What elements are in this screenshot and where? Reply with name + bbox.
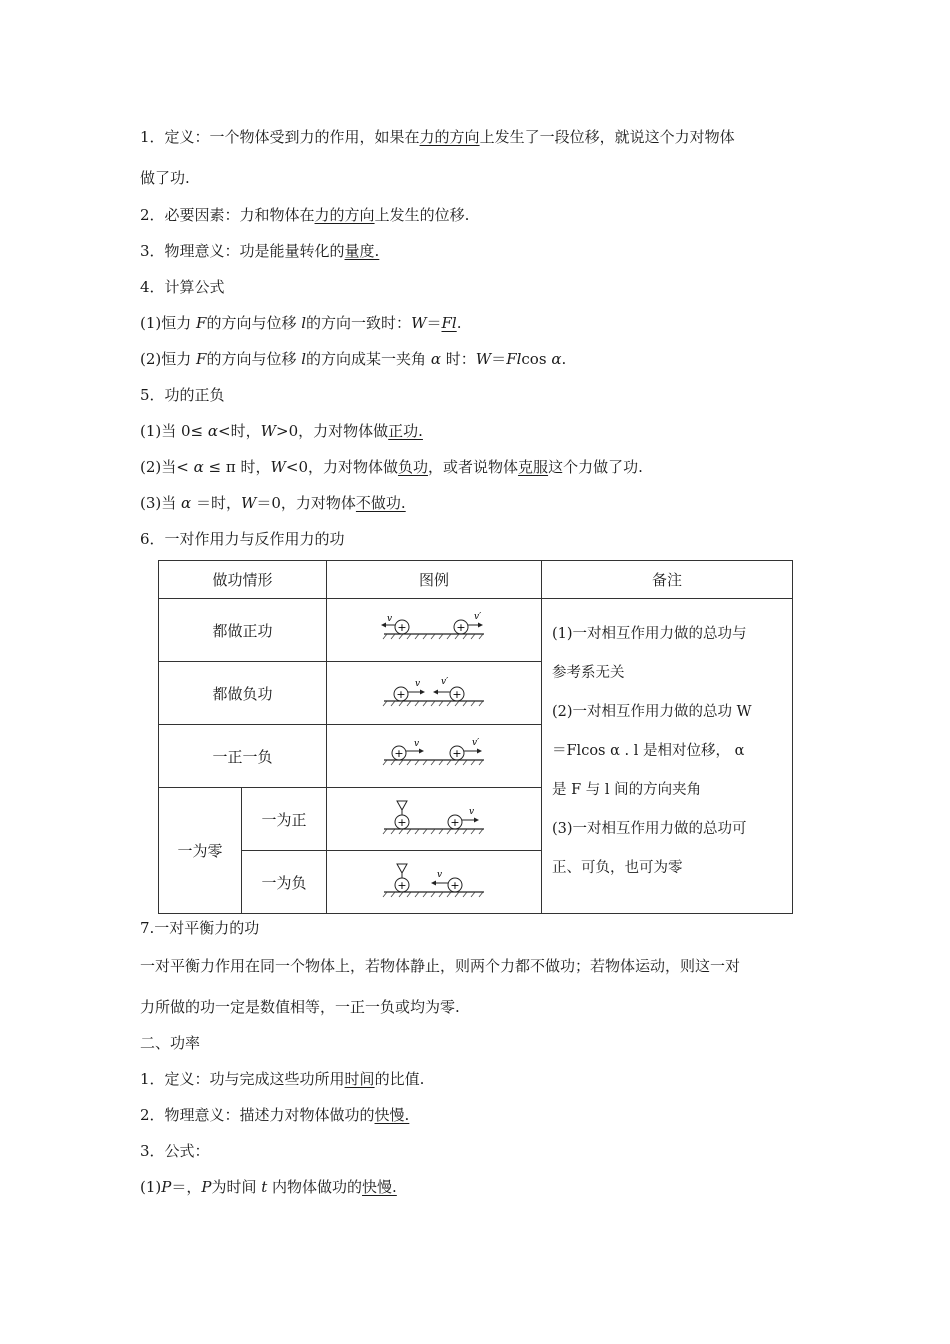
- remark-line: 是 F 与 l 间的方向夹角: [552, 782, 702, 798]
- formula-line-1: (1)恒力 F的方向与位移 l的方向一致时：W＝Fl.: [140, 314, 462, 332]
- remark-line: (2)一对相互作用力做的总功 W: [552, 704, 752, 720]
- sign-line-2: (2)当< α ≤ π 时，W<0，力对物体做负功，或者说物体克服这个力做了功.: [140, 458, 643, 476]
- definition-line: 1．定义：一个物体受到力的作用，如果在力的方向上发生了一段位移，就说这个力对物体: [140, 128, 735, 146]
- velocity-label: v′: [441, 677, 449, 687]
- pair-heading: 6．一对作用力与反作用力的功: [140, 530, 345, 548]
- svg-text:+: +: [397, 879, 407, 892]
- figure-one-pos-one-neg-diagram: [379, 738, 489, 774]
- velocity-label: v: [415, 679, 421, 689]
- balance-line-1: 一对平衡力作用在同一个物体上，若物体静止，则两个力都不做功；若物体运动，则这一对: [140, 957, 741, 975]
- velocity-label: v′: [474, 612, 482, 622]
- row-both-negative: 都做负功: [159, 662, 327, 725]
- meaning-line: 3．物理意义：功是能量转化的量度.: [140, 242, 380, 260]
- velocity-label: v′: [472, 738, 480, 748]
- svg-text:+: +: [450, 816, 460, 829]
- figure-both-positive: [327, 599, 542, 662]
- svg-text:+: +: [394, 747, 404, 760]
- row-one-pos-one-neg: 一正一负: [159, 725, 327, 788]
- figure-zero-negative: [327, 851, 542, 914]
- svg-text:+: +: [396, 688, 406, 701]
- power-definition: 1．定义：功与完成这些功所用时间的比值.: [140, 1070, 425, 1088]
- work-table: [158, 560, 793, 914]
- row-one-zero: 一为零: [159, 788, 242, 914]
- balance-line-2: 力所做的功一定是数值相等，一正一负或均为零.: [140, 998, 460, 1016]
- velocity-label: v: [469, 807, 475, 817]
- figure-zero-positive: [327, 788, 542, 851]
- velocity-label: v: [414, 739, 420, 749]
- velocity-label: v: [437, 870, 443, 880]
- svg-text:+: +: [452, 747, 462, 760]
- sign-line-3: (3)当 α ＝时，W＝0，力对物体不做功.: [140, 494, 406, 512]
- figure-both-negative: [327, 662, 542, 725]
- row-zero-positive: 一为正: [242, 788, 327, 851]
- remark-line: 参考系无关: [552, 665, 625, 681]
- remark-cell: [542, 599, 793, 914]
- power-formula-heading: 3．公式：: [140, 1142, 210, 1160]
- definition-line-cont: 做了功.: [140, 169, 190, 187]
- power-formula-1: (1)P＝，P为时间 t 内物体做功的快慢.: [140, 1178, 397, 1196]
- formula-heading: 4．计算公式: [140, 278, 225, 296]
- power-meaning: 2．物理意义：描述力对物体做功的快慢.: [140, 1106, 410, 1124]
- sign-line-1: (1)当 0≤ α<时，W>0，力对物体做正功.: [140, 422, 423, 440]
- velocity-label: v: [387, 614, 393, 624]
- figure-one-pos-one-neg: [327, 725, 542, 788]
- svg-text:+: +: [397, 816, 407, 829]
- header-figure: 图例: [327, 561, 542, 599]
- header-situation: 做功情形: [159, 561, 327, 599]
- remark-line: ＝Flcos α . l 是相对位移， α: [552, 743, 745, 759]
- figure-both-positive-diagram: [379, 612, 489, 648]
- sign-heading: 5．功的正负: [140, 386, 225, 404]
- remark-line: (3)一对相互作用力做的总功可: [552, 821, 747, 837]
- figure-zero-positive-diagram: [379, 799, 489, 839]
- remark-line: (1)一对相互作用力做的总功与: [552, 626, 747, 642]
- header-remark: 备注: [542, 561, 793, 599]
- figure-zero-negative-diagram: [379, 862, 489, 902]
- row-zero-negative: 一为负: [242, 851, 327, 914]
- svg-text:+: +: [456, 621, 466, 634]
- balance-heading: 7.一对平衡力的功: [140, 919, 260, 937]
- remark-line: 正、可负，也可为零: [552, 860, 683, 876]
- svg-text:+: +: [452, 688, 462, 701]
- row-both-positive: 都做正功: [159, 599, 327, 662]
- power-heading: 二、功率: [140, 1034, 201, 1052]
- svg-text:+: +: [397, 621, 407, 634]
- svg-text:+: +: [450, 879, 460, 892]
- formula-line-2: (2)恒力 F的方向与位移 l的方向成某一夹角 α 时：W＝Flcos α.: [140, 350, 567, 368]
- factor-line: 2．必要因素：力和物体在力的方向上发生的位移.: [140, 206, 470, 224]
- figure-both-negative-diagram: [379, 675, 489, 711]
